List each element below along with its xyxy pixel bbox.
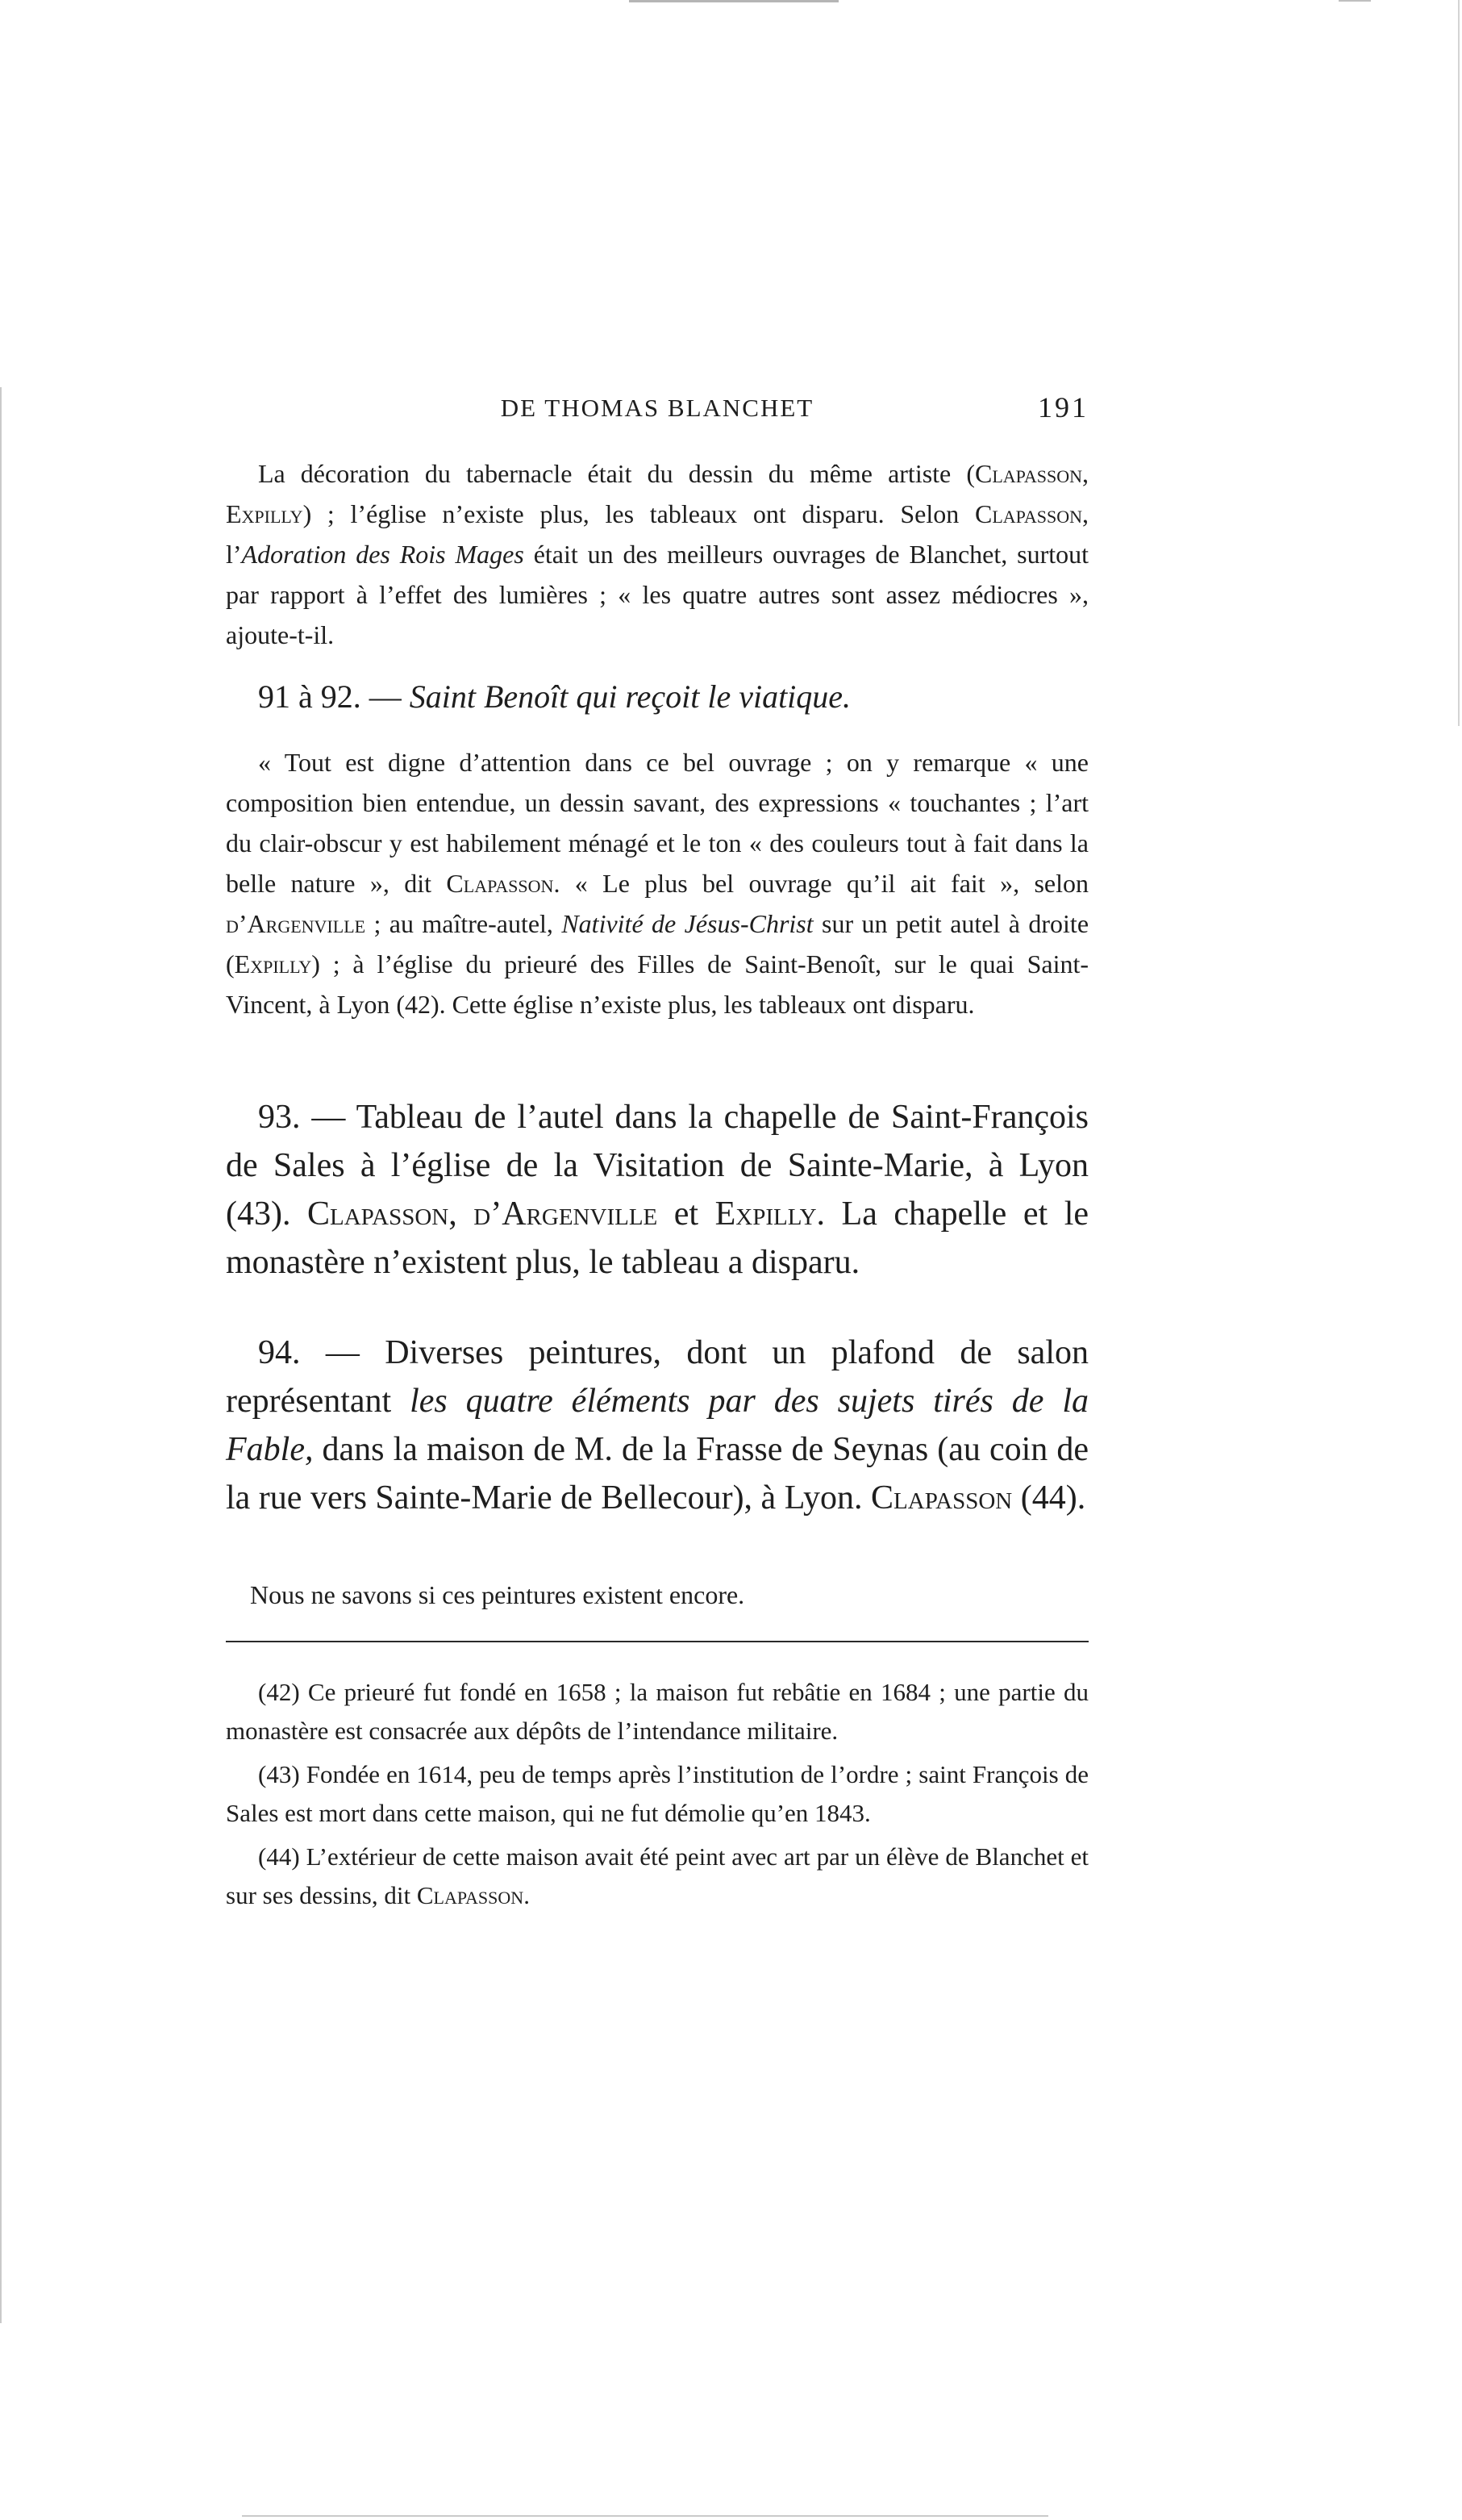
text-run: ; au maître-autel,: [365, 909, 562, 938]
author-name: Expilly: [234, 949, 312, 978]
entry-title: Saint Benoît qui reçoit le viatique.: [409, 678, 852, 715]
author-name: Clapasson: [974, 499, 1082, 528]
text-run: (44).: [1012, 1479, 1086, 1517]
text-run: . « Le plus bel ouvrage qu’il ait fait », selon: [553, 869, 1089, 898]
entry-94: [226, 1329, 1089, 1522]
text-run: dans la maison de M. de la Frasse de Seynas (au coin de la rue vers Sainte-Marie de Bellecour), à Lyon.: [226, 1431, 1089, 1517]
entry-94-note: Nous ne savons si ces peintures existent encore.: [250, 1580, 745, 1609]
text-run: 94. — Diverses peintures, dont un plafond de salon représentant: [226, 1334, 1089, 1420]
footnote-rule: [226, 1641, 1089, 1642]
footnote-44: [226, 1838, 1089, 1915]
entry-number: 91 à 92. —: [258, 678, 402, 715]
author-name: d’Argenville: [473, 1195, 658, 1233]
page-number: 191: [1038, 391, 1089, 423]
text-run: . La chapelle et le monastère n’existent plus, le tableau a disparu.: [226, 1195, 1089, 1281]
quote-text: « Tout est digne d’attention dans ce bel ouvrage ; on y remarque « une composition bien entendue, un dessin savant, des expressions « touchantes ; l’art du clair-obscur y est habilement ménagé et le ton « des couleurs tout à fait dans la belle nature », dit: [226, 748, 1089, 898]
text-run: était un des meilleurs ouvrages de Blanchet, surtout par rapport à l’effet des lumières ; « les quatre autres sont assez médiocres », ajoute-t-il.: [226, 540, 1089, 649]
text-run: ,: [448, 1195, 474, 1233]
scan-mark-right: [1458, 0, 1460, 726]
artwork-title: les quatre éléments par des sujets tirés de la Fable,: [226, 1383, 1089, 1468]
author-name: Clapasson: [871, 1479, 1013, 1517]
scan-mark-left: [0, 387, 2, 2323]
running-title: DE THOMAS BLANCHET: [500, 394, 814, 422]
author-name: Clapasson: [307, 1195, 449, 1233]
text-run: , l’: [226, 499, 1089, 569]
author-name: Clapasson: [416, 1881, 524, 1909]
text-run: sur un petit autel à droite (: [226, 909, 1089, 978]
text-run: 93. — Tableau de l’autel dans la chapelle de Saint-François de Sales à l’église de la Visitation de Sainte-Marie, à Lyon (43).: [226, 1099, 1089, 1233]
paragraph-saint-benoit: [226, 742, 1089, 1024]
scan-mark-bottom: [242, 2515, 1048, 2517]
entry-93: [226, 1093, 1089, 1287]
artwork-title: Adoration des Rois Mages: [241, 540, 524, 569]
text-run: ) ; à l’église du prieuré des Filles de Saint-Benoît, sur le quai Saint-Vincent, à Lyon (42). Cette église n’existe plus, les tableaux ont disparu.: [226, 949, 1089, 1019]
running-head: [226, 386, 1089, 434]
scan-mark-top-right: [1339, 0, 1371, 2]
artwork-title: Nativité de Jésus-Christ: [561, 909, 814, 938]
author-name: Clapasson, Expilly: [226, 459, 1089, 528]
text-run: (44) L’extérieur de cette maison avait été peint avec art par un élève de Blanchet et sur ses dessins, dit: [226, 1842, 1089, 1909]
author-name: Expilly: [714, 1195, 817, 1233]
author-name: Clapasson: [446, 869, 554, 898]
author-name: d’Argenville: [226, 909, 366, 938]
footnote-43: (43) Fondée en 1614, peu de temps après l’institution de l’ordre ; saint François de Sales est mort dans cette maison, qui ne fut démolie qu’en 1843.: [226, 1760, 1089, 1827]
text-run: La décoration du tabernacle était du dessin du même artiste (: [258, 459, 975, 488]
entry-91-heading: [258, 678, 851, 716]
text-run: .: [523, 1881, 530, 1909]
footnotes: [226, 1673, 1089, 1920]
scan-mark-top: [629, 0, 839, 2]
footnote-42: (42) Ce prieuré fut fondé en 1658 ; la maison fut rebâtie en 1684 ; une partie du monastère est consacrée aux dépôts de l’intendance militaire.: [226, 1678, 1089, 1745]
paragraph-tabernacle: [226, 453, 1089, 655]
text-run: ) ; l’église n’existe plus, les tableaux ont disparu. Selon: [302, 499, 975, 528]
text-run: et: [657, 1195, 715, 1233]
